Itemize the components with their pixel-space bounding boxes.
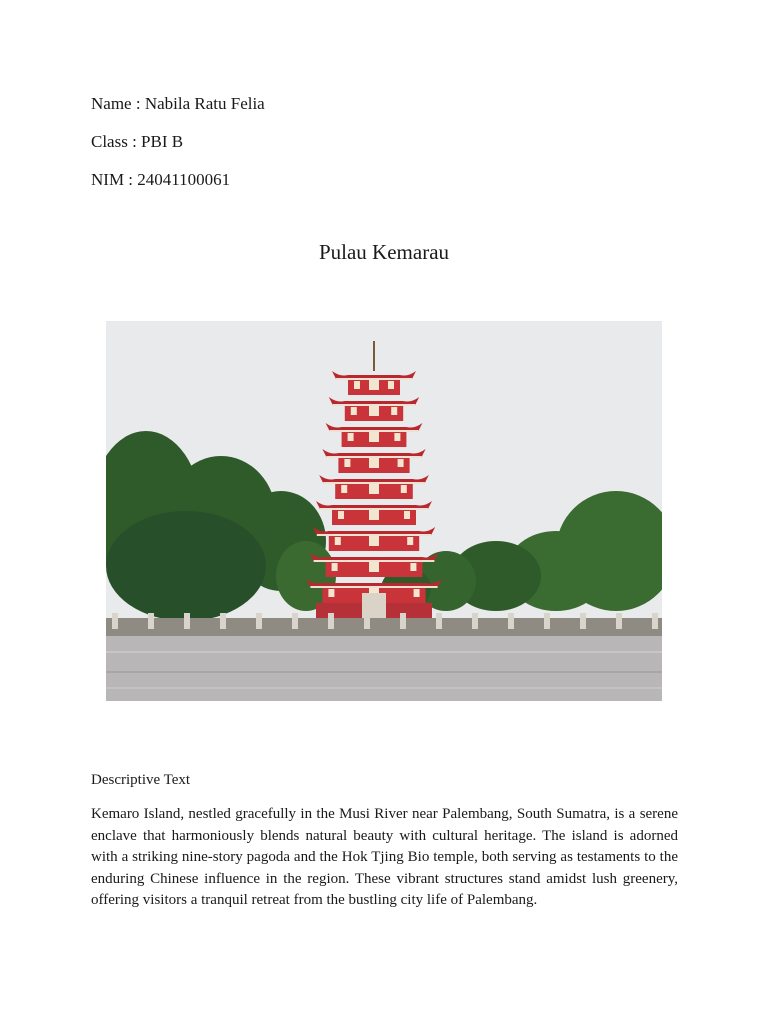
pagoda-photo [106, 321, 662, 701]
section-label: Descriptive Text [91, 772, 191, 788]
document-title: Pulau Kemarau [318, 240, 450, 264]
river-water [106, 636, 662, 701]
descriptive-paragraph: Kemaro Island, nestled gracefully in the Musi River near Palembang, South Sumatra, is a serene enclave that harmoniously blends natural beauty with cultural heritage. The island is adorned with a striking nine-story pagoda and the Hok Tjing Bio temple, both serving as testaments to the enduring Chinese influence in the region. These vibrant structures stand amidst lush greenery, offering visitors a tranquil retreat from the bustling city life of Palembang. [91, 806, 678, 909]
student-name: Name : Nabila Ratu Felia [91, 94, 265, 113]
pagoda-illustration [106, 321, 662, 701]
student-class: Class : PBI B [91, 132, 184, 151]
student-nim: NIM : 24041100061 [91, 170, 231, 189]
